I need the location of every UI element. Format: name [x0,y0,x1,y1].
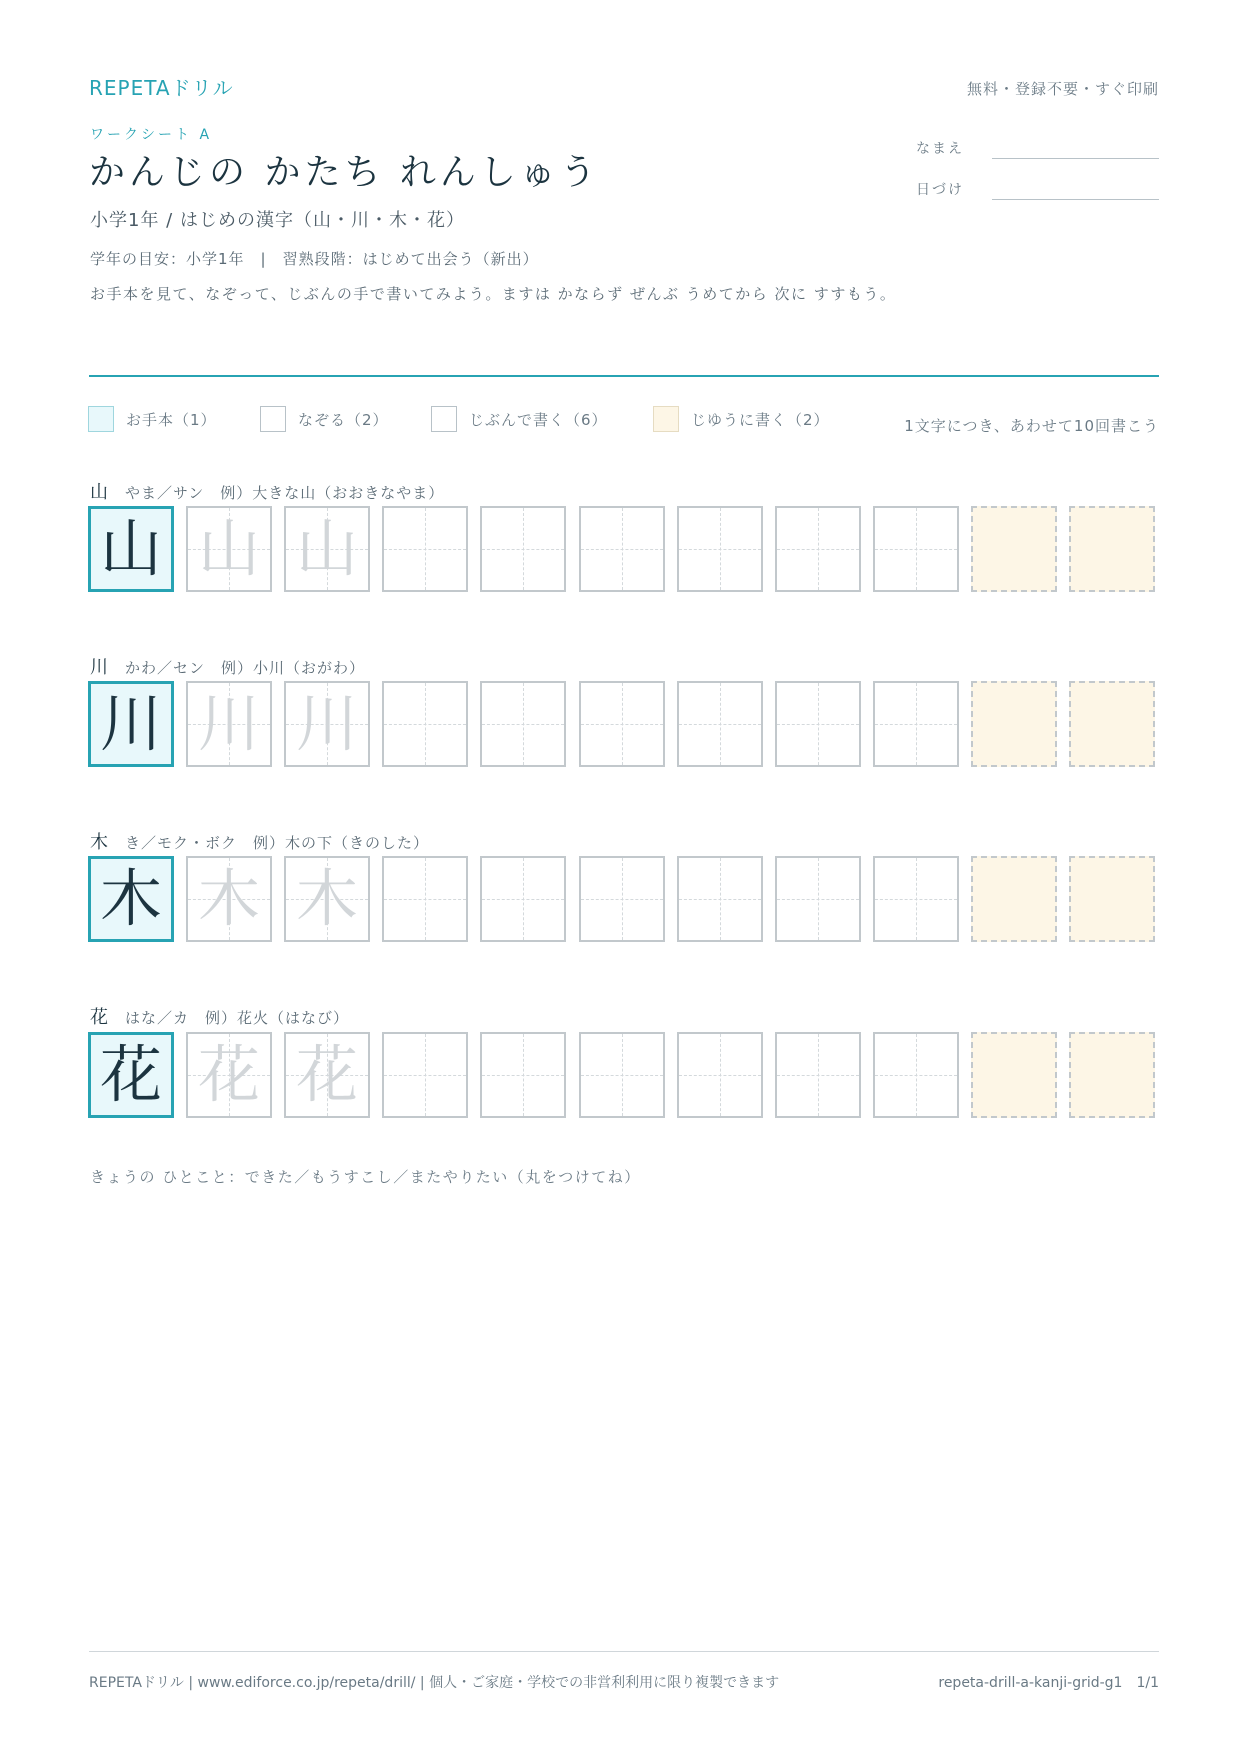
self-cell[interactable] [480,506,566,592]
trace-kanji: 花 [197,1038,260,1111]
trace-cell[interactable] [284,681,370,767]
free-cell[interactable] [1069,681,1155,767]
legend-free-swatch [653,406,679,432]
legend-trace-swatch [260,406,286,432]
model-kanji: 山 [99,512,162,585]
model-cell [88,856,174,942]
free-cell[interactable] [1069,506,1155,592]
date-field[interactable] [992,199,1159,200]
trace-kanji: 花 [295,1038,358,1111]
self-cell[interactable] [873,1032,959,1118]
legend-self-swatch [431,406,457,432]
self-cell[interactable] [873,681,959,767]
legend-model-label: お手本（1） [126,410,217,429]
name-field[interactable] [992,158,1159,159]
free-cell[interactable] [971,1032,1057,1118]
self-cell[interactable] [775,506,861,592]
self-cell[interactable] [775,681,861,767]
self-cell[interactable] [382,506,468,592]
row-label [90,478,444,504]
self-cell[interactable] [579,856,665,942]
trace-kanji: 木 [295,862,358,935]
self-cell[interactable] [677,856,763,942]
free-cell[interactable] [971,681,1057,767]
reflection-prompt: きょうの ひとこと：できた／もうすこし／またやりたい（丸をつけてね） [90,1168,641,1186]
header-divider [89,375,1159,377]
self-cell[interactable] [579,506,665,592]
row-kanji: 花 [90,1007,109,1028]
self-cell[interactable] [382,856,468,942]
free-cell[interactable] [971,856,1057,942]
self-cell[interactable] [677,506,763,592]
row-reading: やま／サン [125,484,205,502]
row-example: 例）小川（おがわ） [221,659,366,677]
row-label [90,828,429,854]
self-cell[interactable] [382,681,468,767]
trace-cell[interactable] [284,506,370,592]
row-example: 例）花火（はなび） [205,1009,350,1027]
self-cell[interactable] [480,681,566,767]
legend-model-swatch [88,406,114,432]
tagline: 無料・登録不要・すぐ印刷 [966,80,1159,98]
self-cell[interactable] [579,1032,665,1118]
legend-free-label: じゆうに書く（2） [691,410,830,429]
self-cell[interactable] [480,856,566,942]
row-label [90,1003,349,1029]
self-cell[interactable] [480,1032,566,1118]
sheet-label: ワークシート A [90,127,213,143]
model-cell [88,681,174,767]
legend-trace [260,404,389,434]
grade-meta: 学年の目安：小学1年 | 習熟段階：はじめて出会う（新出） [90,250,539,268]
trace-cell[interactable] [284,1032,370,1118]
trace-kanji: 川 [295,687,358,760]
trace-cell[interactable] [186,856,272,942]
self-cell[interactable] [579,681,665,767]
row-kanji: 川 [90,657,109,678]
trace-cell[interactable] [186,681,272,767]
self-cell[interactable] [382,1032,468,1118]
model-kanji: 花 [99,1038,162,1111]
self-cell[interactable] [677,1032,763,1118]
free-cell[interactable] [1069,856,1155,942]
row-reading: はな／カ [125,1009,190,1027]
legend-self [431,404,608,434]
legend-trace-label: なぞる（2） [298,410,389,429]
self-cell[interactable] [775,1032,861,1118]
trace-kanji: 山 [295,512,358,585]
row-reading: き／モク・ボク [125,834,238,852]
trace-cell[interactable] [186,506,272,592]
legend-free [653,404,830,434]
instructions: お手本を見て、なぞって、じぶんの手で書いてみよう。ますは かならず ぜんぶ うめてから 次に すすもう。 [90,285,897,303]
free-cell[interactable] [971,506,1057,592]
page-subtitle: 小学1年 / はじめの漢字（山・川・木・花） [90,210,465,231]
model-kanji: 川 [99,687,162,760]
free-cell[interactable] [1069,1032,1155,1118]
model-kanji: 木 [99,862,162,935]
row-label [90,653,365,679]
self-cell[interactable] [775,856,861,942]
self-cell[interactable] [677,681,763,767]
footer-page-id: repeta-drill-a-kanji-grid-g1 1/1 [938,1675,1159,1691]
model-cell [88,1032,174,1118]
brand-logo-text: REPETAドリル [89,76,234,100]
footer-divider [89,1651,1159,1652]
legend-model [88,404,217,434]
page-title: かんじの かたち れんしゅう [89,152,600,193]
row-kanji: 木 [90,832,109,853]
model-cell [88,506,174,592]
self-cell[interactable] [873,506,959,592]
date-label: 日づけ [916,182,964,198]
self-cell[interactable] [873,856,959,942]
name-label: なまえ [916,141,964,157]
legend-note: 1文字につき、あわせて10回書こう [904,417,1159,435]
legend-self-label: じぶんで書く（6） [469,410,608,429]
trace-kanji: 川 [197,687,260,760]
row-kanji: 山 [90,482,109,503]
trace-cell[interactable] [186,1032,272,1118]
row-example: 例）大きな山（おおきなやま） [220,484,445,502]
row-example: 例）木の下（きのした） [253,834,430,852]
trace-cell[interactable] [284,856,370,942]
footer-credit: REPETAドリル | www.ediforce.co.jp/repeta/drill/ | 個人・ご家庭・学校での非営利利用に限り複製できます [89,1675,780,1691]
row-reading: かわ／セン [125,659,206,677]
trace-kanji: 山 [197,512,260,585]
trace-kanji: 木 [197,862,260,935]
